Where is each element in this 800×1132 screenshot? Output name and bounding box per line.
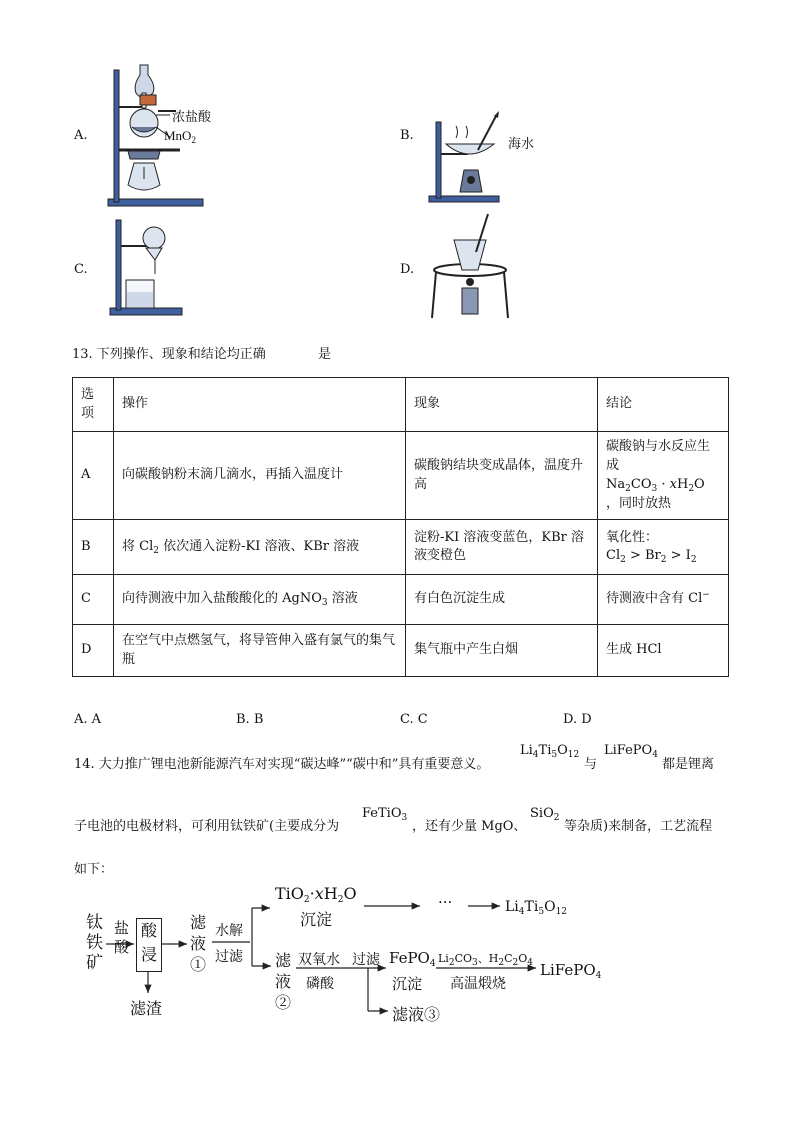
row-c-operation: 向待测液中加入盐酸酸化的 AgNO$_3$ 溶液 — [114, 575, 406, 625]
row-b-operation: 将 $Cl_2$ 依次通入淀粉-KI 溶液、KBr 溶液 — [114, 520, 406, 575]
flow-h2o2: 双氧水 — [298, 952, 340, 968]
flow-filter-1: 过滤 — [215, 949, 243, 965]
row-a-option: A — [73, 432, 114, 520]
row-a-conclusion: 碳酸钠与水反应生成 $Na_2CO_3 \cdot xH_2O$ ，同时放热 — [598, 432, 729, 520]
q14-formula-fetio3: FeTiO$_3$ — [362, 806, 408, 823]
flow-raw-ore: 钛铁矿 — [86, 913, 103, 973]
label-seawater: 海水 — [508, 136, 535, 151]
row-c-phenomenon: 有白色沉淀生成 — [406, 575, 598, 625]
row-a-operation: 向碳酸钠粉末滴几滴水，再插入温度计 — [114, 432, 406, 520]
q14-formula-lfp: LiFePO$_4$ — [604, 743, 658, 760]
header-operation: 操作 — [114, 378, 406, 432]
q14-line2-a: 子电池的电极材料，可利用钛铁矿(主要成分为 — [74, 819, 340, 834]
flow-filtrate-1: 滤液① — [190, 913, 207, 974]
q14-line1-b: 与 — [584, 757, 598, 772]
flow-lto: $Li_4Ti_5O_{12}$ — [505, 899, 568, 917]
q14-formula-sio2: SiO$_2$ — [530, 806, 560, 823]
flow-fepo4-precipitate: 沉淀 — [392, 975, 423, 993]
row-d-conclusion: 生成 HCl — [598, 625, 729, 677]
row-a-phenomenon: 碳酸钠结块变成晶体，温度升高 — [406, 432, 598, 520]
q14-line2-c: 等杂质)来制备，工艺流程 — [564, 819, 713, 834]
row-d-phenomenon: 集气瓶中产生白烟 — [406, 625, 598, 677]
label-mno2: MnO$_2$ — [164, 128, 196, 145]
flow-fepo4: FePO$_4$ — [389, 949, 436, 969]
flow-hcl: 盐酸 — [114, 919, 130, 956]
row-b-phenomenon: 淀粉-KI 溶液变蓝色，KBr 溶液变橙色 — [406, 520, 598, 575]
q13-stem-part1: 13. 下列操作、现象和结论均正确 — [72, 347, 266, 362]
row-d-operation: 在空气中点燃氢气，将导管伸入盛有氯气的集气瓶 — [114, 625, 406, 677]
choice-b: B. B — [236, 712, 264, 727]
q14-line1-a: 14. 大力推广锂电池新能源汽车对实现“碳达峰”“碳中和”具有重要意义。 — [74, 757, 490, 772]
flow-tio2: $TiO_2\cdot xH_2O$ — [275, 884, 357, 905]
label-conc-hcl: 浓盐酸 — [172, 109, 212, 124]
option-b-letter: B. — [400, 128, 414, 143]
flow-acid-leach-box: 酸浸 — [136, 918, 162, 972]
q14-line2-b: ，还有少量 MgO、 — [412, 819, 527, 834]
q14-formula-lto: $Li_4Ti_5O_{12}$ — [520, 743, 580, 760]
flow-dots: ··· — [438, 893, 453, 911]
header-conclusion: 结论 — [598, 378, 729, 432]
q13-stem-part2: 是 — [318, 347, 332, 362]
row-d-option: D — [73, 625, 114, 677]
flow-hydrolysis: 水解 — [215, 923, 243, 939]
option-d-letter: D. — [400, 262, 415, 277]
flow-filter-2: 过滤 — [352, 952, 380, 968]
choice-a: A. A — [74, 712, 102, 727]
flow-reagents: $Li_2CO_3$、$H_2C_2O_4$ — [438, 952, 533, 968]
flow-calcination: 高温煅烧 — [450, 976, 506, 992]
q14-line1-c: 都是锂离 — [662, 757, 715, 772]
q14-line3: 如下： — [74, 862, 114, 877]
choice-c: C. C — [400, 712, 428, 727]
option-a-letter: A. — [74, 128, 88, 143]
flow-filtrate-3: 滤液③ — [392, 1005, 441, 1024]
choice-d: D. D — [563, 712, 592, 727]
row-b-option: B — [73, 520, 114, 575]
row-b-conclusion: 氧化性： $Cl_2 > Br_2 > I_2$ — [598, 520, 729, 575]
option-c-letter: C. — [74, 262, 88, 277]
header-phenomenon: 现象 — [406, 378, 598, 432]
row-c-option: C — [73, 575, 114, 625]
flow-tio2-precipitate: 沉淀 — [300, 910, 333, 929]
flow-filtrate-2: 滤液② — [275, 951, 292, 1012]
header-option: 选项 — [73, 378, 114, 432]
flow-h3po4: 磷酸 — [306, 976, 334, 992]
row-c-conclusion: 待测液中含有 Cl− — [598, 575, 729, 625]
flow-lfp: LiFePO$_4$ — [540, 961, 602, 981]
flow-residue: 滤渣 — [130, 999, 163, 1018]
